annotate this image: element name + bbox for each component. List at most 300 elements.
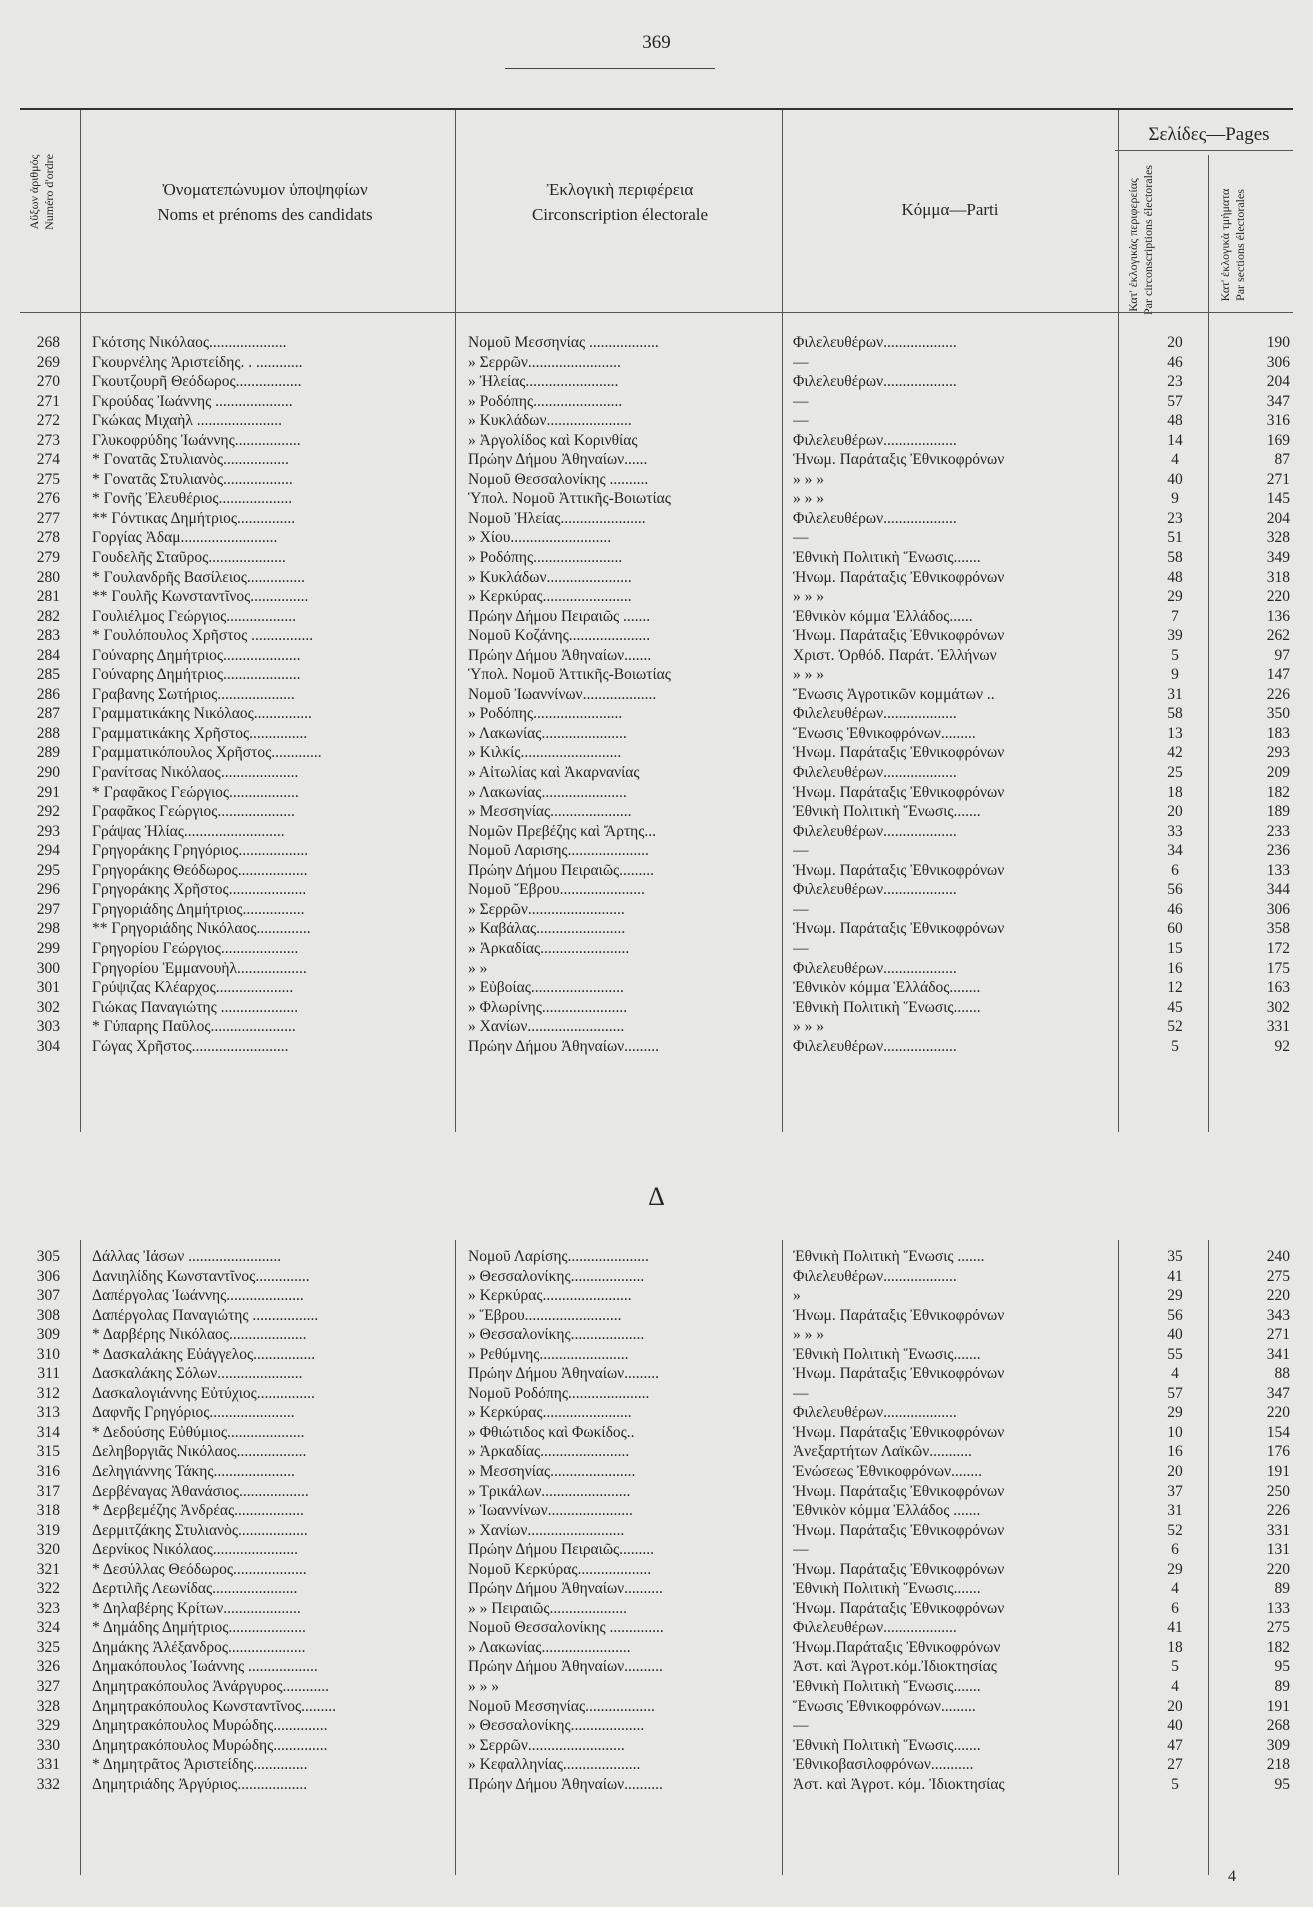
circumscription: » Χανίων......................... <box>468 1018 625 1036</box>
circumscription: » Μεσσηνίας..................... <box>468 803 632 821</box>
page-section: 182 <box>1266 783 1290 801</box>
row-number: 285 <box>36 666 60 684</box>
row-number: 299 <box>36 939 60 957</box>
table-top-rule <box>20 108 1293 110</box>
table-row <box>20 880 1293 900</box>
page-circumscription: 18 <box>1167 1638 1183 1656</box>
page-section: 172 <box>1266 939 1290 957</box>
header-rule <box>505 68 715 69</box>
party: — <box>793 1541 809 1559</box>
candidate-name: Γρηγοράκης Γρηγόριος.................. <box>92 842 309 860</box>
row-number: 326 <box>36 1658 60 1676</box>
row-number: 270 <box>36 373 60 391</box>
page-section: 343 <box>1266 1306 1290 1324</box>
page-section: 204 <box>1266 373 1290 391</box>
circumscription: » » Πειραιῶς.................... <box>468 1599 627 1617</box>
circumscription: » Χανίων......................... <box>468 1521 625 1539</box>
candidate-name: Γκουρνέλης Ἀριστείδης. . ............ <box>92 353 303 371</box>
page-circumscription: 10 <box>1167 1423 1183 1441</box>
page-section: 262 <box>1266 627 1290 645</box>
table-row <box>20 783 1293 803</box>
page-circumscription: 29 <box>1167 1560 1183 1578</box>
party: Φιλελευθέρων................... <box>793 509 957 527</box>
page-section: 316 <box>1266 412 1290 430</box>
circumscription: Νομοῦ Ροδόπης..................... <box>468 1384 650 1402</box>
row-number: 272 <box>36 412 60 430</box>
party: Ἕνωσις Ἐθνικοφρόνων......... <box>793 724 976 742</box>
row-number: 320 <box>36 1541 60 1559</box>
candidate-name: Δανιηλίδης Κωνσταντῖνος.............. <box>92 1267 310 1285</box>
row-number: 298 <box>36 920 60 938</box>
party: Ἡνωμ. Παράταξις Ἐθνικοφρόνων <box>793 744 1005 762</box>
row-number: 287 <box>36 705 60 723</box>
page-section: 331 <box>1266 1018 1290 1036</box>
page-section: 233 <box>1266 822 1290 840</box>
page-circumscription: 13 <box>1167 724 1183 742</box>
circumscription: » Εὐβοίας........................ <box>468 979 624 997</box>
page-circumscription: 55 <box>1167 1345 1183 1363</box>
page-section: 309 <box>1266 1736 1290 1754</box>
party: Ἡνωμ.Παράταξις Ἐθνικοφρόνων <box>793 1638 1001 1656</box>
page-section: 95 <box>1274 1775 1290 1793</box>
candidate-name: * Δηλαβέρης Κρίτων.................... <box>92 1599 301 1617</box>
party: Χριστ. Ὀρθόδ. Παράτ. Ἑλλήνων <box>793 646 997 664</box>
header-circ-fr: Circonscription électorale <box>531 204 709 224</box>
candidate-name: Γρηγοράκης Θεόδωρος.................. <box>92 861 308 879</box>
page-circumscription: 42 <box>1167 744 1183 762</box>
table-row <box>20 1755 1293 1775</box>
candidate-name: * Γύπαρης Παῦλος...................... <box>92 1018 296 1036</box>
candidate-name: Δερμιτζάκης Στυλιανὸς.................. <box>92 1521 308 1539</box>
table-row <box>20 802 1293 822</box>
page-circumscription: 40 <box>1167 1717 1183 1735</box>
circumscription: Νομοῦ Λαρισης..................... <box>468 842 649 860</box>
page-circumscription: 48 <box>1167 412 1183 430</box>
header-circumscription <box>460 178 780 227</box>
party: — <box>793 939 809 957</box>
table-row <box>20 450 1293 470</box>
party: Ἀστ. καὶ Ἀγροτ.κόμ.Ἰδιοκτησίας <box>793 1658 997 1676</box>
page-circumscription: 18 <box>1167 783 1183 801</box>
page-circumscription: 52 <box>1167 1018 1183 1036</box>
party: — <box>793 353 809 371</box>
page-circumscription: 23 <box>1167 509 1183 527</box>
table-row <box>20 626 1293 646</box>
candidate-name: Δεληγιάννης Τάκης..................... <box>92 1463 295 1481</box>
candidate-name: * Δασκαλάκης Εὐάγγελος................ <box>92 1345 316 1363</box>
candidate-name: Γραμματικάκης Νικόλαος............... <box>92 705 312 723</box>
page-circumscription: 16 <box>1167 1443 1183 1461</box>
page-section: 97 <box>1274 646 1290 664</box>
circumscription: » Κερκύρας....................... <box>468 1404 632 1422</box>
table-row <box>20 665 1293 685</box>
page-section: 189 <box>1266 803 1290 821</box>
candidate-name: Δαπέργολας Ἰωάννης.................... <box>92 1287 304 1305</box>
circumscription: Πρώην Δήμου Ἀθηναίων....... <box>468 646 652 664</box>
table-row <box>20 548 1293 568</box>
table-row <box>20 1657 1293 1677</box>
table-row <box>20 861 1293 881</box>
corner-mark: 4 <box>1228 1868 1236 1885</box>
candidate-name: Γούναρης Δημήτριος.................... <box>92 646 301 664</box>
circumscription: Πρώην Δήμου Ἀθηναίων.......... <box>468 1775 663 1793</box>
table-row <box>20 841 1293 861</box>
page-section: 169 <box>1266 431 1290 449</box>
row-number: 275 <box>36 470 60 488</box>
page-section: 275 <box>1266 1619 1290 1637</box>
row-number: 291 <box>36 783 60 801</box>
row-number: 307 <box>36 1287 60 1305</box>
header-bottom-rule <box>20 312 1293 313</box>
page-circumscription: 40 <box>1167 1326 1183 1344</box>
page-section: 220 <box>1266 1287 1290 1305</box>
page-section: 349 <box>1266 549 1290 567</box>
circumscription: » Λακωνίας...................... <box>468 724 627 742</box>
page-circumscription: 60 <box>1167 920 1183 938</box>
candidate-name: Δασκαλογιάννης Εὐτύχιος............... <box>92 1384 315 1402</box>
table-row <box>20 372 1293 392</box>
page-section: 133 <box>1266 1599 1290 1617</box>
party: Ἡνωμ. Παράταξις Ἐθνικοφρόνων <box>793 1599 1005 1617</box>
circumscription: Πρώην Δήμου Ἀθηναίων.......... <box>468 1658 663 1676</box>
row-number: 323 <box>36 1599 60 1617</box>
party: Ἡνωμ. Παράταξις Ἐθνικοφρόνων <box>793 861 1005 879</box>
candidate-name: Δάλλας Ἰάσων ........................ <box>92 1248 282 1265</box>
pages-rule <box>1115 150 1293 151</box>
page-circumscription: 5 <box>1171 1775 1179 1793</box>
circumscription: » Κεφαλληνίας.................... <box>468 1756 641 1774</box>
circumscription: » Θεσσαλονίκης................... <box>468 1267 645 1285</box>
party: Φιλελευθέρων................... <box>793 1037 957 1055</box>
page-section: 250 <box>1266 1482 1290 1500</box>
party: Φιλελευθέρων................... <box>793 822 957 840</box>
circumscription: » Φθιώτιδος καὶ Φωκίδος.. <box>468 1423 635 1441</box>
page-section: 95 <box>1274 1658 1290 1676</box>
circumscription: » Σερρῶν......................... <box>468 1736 625 1754</box>
circumscription: » Ροδόπης....................... <box>468 549 623 567</box>
party: Ἕνωσις Ἐθνικοφρόνων......... <box>793 1697 976 1715</box>
candidate-name: * Γουλόπουλος Χρῆστος ................ <box>92 627 314 645</box>
candidate-name: Δημητρακόπουλος Κωνσταντῖνος......... <box>92 1697 337 1715</box>
party: Φιλελευθέρων................... <box>793 959 957 977</box>
row-number: 293 <box>36 822 60 840</box>
party: — <box>793 412 809 430</box>
row-number: 290 <box>36 764 60 782</box>
page-section: 347 <box>1266 1384 1290 1402</box>
page-section: 218 <box>1266 1756 1290 1774</box>
page-circumscription: 35 <box>1167 1248 1183 1265</box>
candidate-name: * Δερβεμέζης Ἀνδρέας.................. <box>92 1502 304 1520</box>
page-circumscription: 5 <box>1171 1658 1179 1676</box>
candidate-name: Δασκαλάκης Σόλων...................... <box>92 1365 303 1383</box>
table-row <box>20 900 1293 920</box>
page-circumscription: 25 <box>1167 764 1183 782</box>
circumscription: » Ἀρκαδίας....................... <box>468 939 630 957</box>
page-circumscription: 41 <box>1167 1267 1183 1285</box>
row-number: 302 <box>36 998 60 1016</box>
page-section: 271 <box>1266 470 1290 488</box>
table-row <box>20 431 1293 451</box>
circumscription: Ὑπολ. Νομοῦ Ἀττικῆς-Βοιωτίας <box>468 490 671 508</box>
circumscription: Νομοῦ Μεσσηνίας.................. <box>468 1697 655 1715</box>
table-row <box>20 1482 1293 1502</box>
row-number: 324 <box>36 1619 60 1637</box>
party: Ἐθνικὴ Πολιτικὴ Ἕνωσις....... <box>793 549 981 567</box>
table-row <box>20 998 1293 1018</box>
page-circumscription: 47 <box>1167 1736 1183 1754</box>
page-circumscription: 29 <box>1167 1287 1183 1305</box>
page-circumscription: 6 <box>1171 1599 1179 1617</box>
candidate-name: Δεληβοργιᾶς Νικόλαος.................. <box>92 1443 307 1461</box>
page-circumscription: 46 <box>1167 353 1183 371</box>
row-number: 309 <box>36 1326 60 1344</box>
circumscription: » Κιλκίς.......................... <box>468 744 622 762</box>
table-row <box>20 1521 1293 1541</box>
circumscription: » Μεσσηνίας...................... <box>468 1463 636 1481</box>
row-number: 319 <box>36 1521 60 1539</box>
row-number: 317 <box>36 1482 60 1500</box>
party: » » » <box>793 588 824 606</box>
table-row <box>20 724 1293 744</box>
party: Φιλελευθέρων................... <box>793 1404 957 1422</box>
circumscription: » Ἀργολίδος καὶ Κορινθίας <box>468 431 638 449</box>
page-section: 226 <box>1266 1502 1290 1520</box>
row-number: 288 <box>36 724 60 742</box>
page-section: 92 <box>1274 1037 1290 1055</box>
header-pages-circ-fr: Par circonscriptions électorales <box>1141 165 1155 315</box>
party: Φιλελευθέρων................... <box>793 881 957 899</box>
circumscription: » Τρικάλων....................... <box>468 1482 631 1500</box>
page-circumscription: 34 <box>1167 842 1183 860</box>
party: Ἐθνικὴ Πολιτικὴ Ἕνωσις ....... <box>793 1248 985 1265</box>
party: Ἐθνικὴ Πολιτικὴ Ἕνωσις....... <box>793 1736 981 1754</box>
row-number: 306 <box>36 1267 60 1285</box>
table-top-rows <box>20 333 1293 1056</box>
page-circumscription: 20 <box>1167 334 1183 351</box>
row-number: 276 <box>36 490 60 508</box>
page-section: 204 <box>1266 509 1290 527</box>
table-row <box>20 1306 1293 1326</box>
page-circumscription: 4 <box>1171 1678 1179 1696</box>
party: Φιλελευθέρων................... <box>793 431 957 449</box>
page-circumscription: 29 <box>1167 1404 1183 1422</box>
party: Ἡνωμ. Παράταξις Ἐθνικοφρόνων <box>793 1423 1005 1441</box>
circumscription: Νομοῦ Θεσσαλονίκης .......... <box>468 470 649 488</box>
party: » » » <box>793 666 824 684</box>
party: Ἐθνικὴ Πολιτικὴ Ἕνωσις....... <box>793 1678 981 1696</box>
page-section: 358 <box>1266 920 1290 938</box>
candidate-name: Γρηγοριάδης Δημήτριος................ <box>92 900 305 918</box>
circumscription: » Ἠλείας........................ <box>468 373 619 391</box>
page-circumscription: 5 <box>1171 1037 1179 1055</box>
candidate-name: Γραμματικάκης Χρῆστος............... <box>92 724 308 742</box>
page-section: 209 <box>1266 764 1290 782</box>
circumscription: Πρώην Δήμου Ἀθηναίων.......... <box>468 1580 663 1598</box>
page-circumscription: 46 <box>1167 900 1183 918</box>
circumscription: » » » <box>468 1678 499 1696</box>
row-number: 328 <box>36 1697 60 1715</box>
party: Φιλελευθέρων................... <box>793 764 957 782</box>
row-number: 325 <box>36 1638 60 1656</box>
page-section: 89 <box>1274 1678 1290 1696</box>
page-circumscription: 7 <box>1171 607 1179 625</box>
circumscription: Πρώην Δήμου Πειραιῶς ....... <box>468 607 651 625</box>
table-row <box>20 1364 1293 1384</box>
party: » » » <box>793 1018 824 1036</box>
page-section: 145 <box>1266 490 1290 508</box>
page-circumscription: 40 <box>1167 470 1183 488</box>
page-section: 306 <box>1266 353 1290 371</box>
candidate-name: Δημητρακόπουλος Μυρώδης.............. <box>92 1736 328 1754</box>
candidate-name: ** Γρηγοριάδης Νικόλαος.............. <box>92 920 311 938</box>
page-section: 191 <box>1266 1697 1290 1715</box>
candidate-name: Δαπέργολας Παναγιώτης ................. <box>92 1306 319 1324</box>
row-number: 303 <box>36 1018 60 1036</box>
header-name-gr: Ὀνοματεπώνυμον ὑποψηφίων <box>162 180 368 199</box>
party: Φιλελευθέρων................... <box>793 1619 957 1637</box>
page-section: 271 <box>1266 1326 1290 1344</box>
table-row <box>20 978 1293 998</box>
header-party: Κόμμα—Parti <box>901 200 999 219</box>
page-section: 220 <box>1266 1560 1290 1578</box>
header-order-gr: Αὔξων ἀριθμός <box>27 154 41 230</box>
party: Ἀστ. καὶ Ἀγροτ. κόμ. Ἰδιοκτησίας <box>793 1775 1005 1793</box>
circumscription: » Ἕβρου......................... <box>468 1306 622 1324</box>
page-section: 293 <box>1266 744 1290 762</box>
page-circumscription: 14 <box>1167 431 1183 449</box>
circumscription: Νομῶν Πρεβέζης καὶ Ἄρτης... <box>468 822 657 840</box>
page-section: 341 <box>1266 1345 1290 1363</box>
row-number: 329 <box>36 1717 60 1735</box>
page-circumscription: 56 <box>1167 881 1183 899</box>
page-circumscription: 33 <box>1167 822 1183 840</box>
header-pages-sect-fr: Par sections électorales <box>1233 189 1247 301</box>
candidate-name: * Δαρβέρης Νικόλαος.................... <box>92 1326 307 1344</box>
candidate-name: Δημακόπουλος Ἰωάννης .................. <box>92 1658 318 1676</box>
table-row <box>20 489 1293 509</box>
table-row <box>20 1247 1293 1267</box>
circumscription: » Θεσσαλονίκης................... <box>468 1717 645 1735</box>
party: Ἐθνικὴ Πολιτικὴ Ἕνωσις....... <box>793 803 981 821</box>
circumscription: Νομοῦ Ἰωαννίνων................... <box>468 685 657 703</box>
table-row <box>20 1384 1293 1404</box>
table-row <box>20 959 1293 979</box>
header-pages-circ <box>1126 165 1190 315</box>
header-pages-sect <box>1218 175 1282 315</box>
row-number: 318 <box>36 1502 60 1520</box>
circumscription: » Λακωνίας....................... <box>468 1638 631 1656</box>
table-row <box>20 1540 1293 1560</box>
page-section: 344 <box>1266 881 1290 899</box>
row-number: 314 <box>36 1423 60 1441</box>
circumscription: » Ἰωαννίνων...................... <box>468 1502 633 1520</box>
table-bottom-rows <box>20 1247 1293 1794</box>
circumscription: » Κυκλάδων...................... <box>468 412 632 430</box>
table-row <box>20 1501 1293 1521</box>
party: Ἐθνικοβασιλοφρόνων........... <box>793 1756 974 1774</box>
page-circumscription: 37 <box>1167 1482 1183 1500</box>
candidate-name: * Δεσύλλας Θεόδωρος................... <box>92 1560 307 1578</box>
page-section: 220 <box>1266 1404 1290 1422</box>
row-number: 283 <box>36 627 60 645</box>
row-number: 316 <box>36 1463 60 1481</box>
page-circumscription: 51 <box>1167 529 1183 547</box>
party: Ἡνωμ. Παράταξις Ἐθνικοφρόνων <box>793 1482 1005 1500</box>
row-number: 311 <box>37 1365 60 1383</box>
candidate-name: * Δημητρᾶτος Ἀριστείδης.............. <box>92 1756 308 1774</box>
candidate-name: Δημητρακόπουλος Μυρώδης.............. <box>92 1717 328 1735</box>
row-number: 308 <box>36 1306 60 1324</box>
party: Ἐθνικὸν κόμμα Ἑλλάδος........ <box>793 979 981 997</box>
circumscription: » Κερκύρας....................... <box>468 1287 632 1305</box>
candidate-name: Δημητρακόπουλος Ἀνάργυρος............ <box>92 1678 330 1696</box>
party: Ἕνωσις Ἀγροτικῶν κομμάτων .. <box>793 685 995 703</box>
candidate-name: ** Γουλῆς Κωνσταντῖνος............... <box>92 588 309 606</box>
circumscription: » Καβάλας....................... <box>468 920 626 938</box>
page-section: 347 <box>1266 392 1290 410</box>
party: Ἐθνικὸν κόμμα Ἑλλάδος...... <box>793 607 973 625</box>
page-circumscription: 16 <box>1167 959 1183 977</box>
candidate-name: * Δημάδης Δημήτριος.................... <box>92 1619 306 1637</box>
circumscription: » Κυκλάδων...................... <box>468 568 632 586</box>
candidate-name: * Γονῆς Ἐλευθέριος................... <box>92 490 293 508</box>
candidate-name: ** Γόντικας Δημήτριος............... <box>92 509 296 527</box>
circumscription: » Θεσσαλονίκης................... <box>468 1326 645 1344</box>
table-row <box>20 607 1293 627</box>
table-row <box>20 1697 1293 1717</box>
party: Φιλελευθέρων................... <box>793 1267 957 1285</box>
candidate-name: Γραμματικόπουλος Χρῆστος............. <box>92 744 322 762</box>
row-number: 331 <box>36 1756 60 1774</box>
table-row <box>20 1442 1293 1462</box>
row-number: 332 <box>36 1775 60 1793</box>
circumscription: Πρώην Δήμου Ἀθηναίων......... <box>468 1365 660 1383</box>
circumscription: Νομοῦ Κερκύρας................... <box>468 1560 652 1578</box>
page-section: 88 <box>1274 1365 1290 1383</box>
table-row <box>20 685 1293 705</box>
page-circumscription: 31 <box>1167 1502 1183 1520</box>
circumscription: Πρώην Δήμου Πειραιῶς......... <box>468 861 655 879</box>
party: — <box>793 392 809 410</box>
page-section: 226 <box>1266 685 1290 703</box>
page-section: 220 <box>1266 588 1290 606</box>
page-number: 369 <box>642 32 671 53</box>
party: Ἡνωμ. Παράταξις Ἐθνικοφρόνων <box>793 1521 1005 1539</box>
row-number: 310 <box>36 1345 60 1363</box>
party: — <box>793 900 809 918</box>
circumscription: Πρώην Δήμου Ἀθηναίων...... <box>468 451 648 469</box>
table-row <box>20 1560 1293 1580</box>
candidate-name: Γράψας Ἠλίας.......................... <box>92 822 285 840</box>
page-circumscription: 58 <box>1167 549 1183 567</box>
party: Ἡνωμ. Παράταξις Ἐθνικοφρόνων <box>793 568 1005 586</box>
circumscription: » Σερρῶν......................... <box>468 900 625 918</box>
page-section: 191 <box>1266 1463 1290 1481</box>
table-row <box>20 333 1293 353</box>
page-circumscription: 57 <box>1167 392 1183 410</box>
party: Ἡνωμ. Παράταξις Ἐθνικοφρόνων <box>793 451 1005 469</box>
circumscription: Νομοῦ Θεσσαλονίκης .............. <box>468 1619 664 1637</box>
page-circumscription: 4 <box>1171 1365 1179 1383</box>
row-number: 327 <box>36 1678 60 1696</box>
candidate-name: Γραφᾶκος Γεώργιος.................... <box>92 803 295 821</box>
page-circumscription: 20 <box>1167 803 1183 821</box>
page-circumscription: 52 <box>1167 1521 1183 1539</box>
candidate-name: Γουδελῆς Σταῦρος.................... <box>92 549 286 567</box>
candidate-name: Γραβανης Σωτήριος.................... <box>92 685 295 703</box>
header-pages: Σελίδες—Pages <box>1148 124 1270 145</box>
party: » » » <box>793 490 824 508</box>
